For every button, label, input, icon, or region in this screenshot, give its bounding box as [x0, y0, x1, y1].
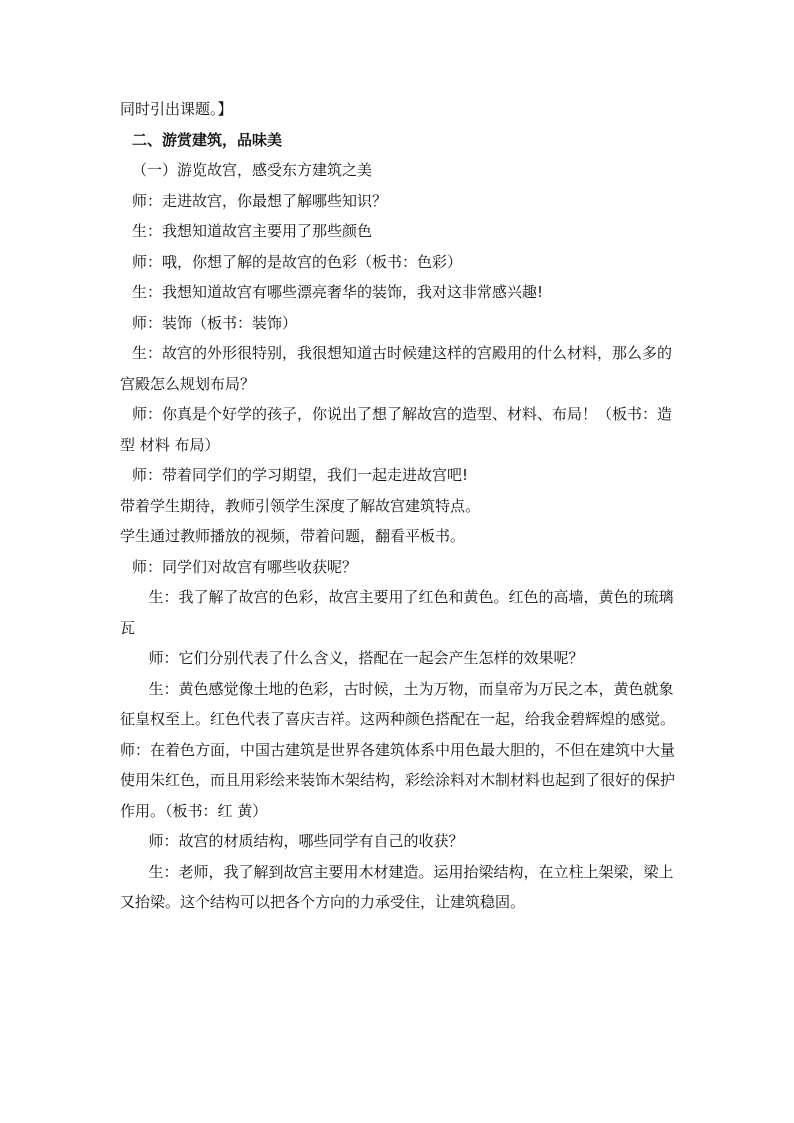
dialogue-line: 师：你真是个好学的孩子，你说出了想了解故宫的造型、材料、布局！（板书：造型 材料 布局）	[120, 405, 673, 454]
dialogue-line: 生：黄色感觉像土地的色彩，古时候，土为万物，而皇帝为万民之本，黄色就象征皇权至上。红色代表了喜庆吉祥。这两种颜色搭配在一起，给我金碧辉煌的感觉。	[120, 679, 676, 728]
subsection-heading: （一）游览故宫，感受东方建筑之美	[132, 161, 373, 179]
document-body	[120, 94, 676, 918]
section-heading: 二、游赏建筑，品味美	[132, 130, 283, 149]
dialogue-line: 生：我了解了故宫的色彩，故宫主要用了红色和黄色。红色的高墙，黄色的琉璃瓦	[120, 588, 674, 637]
dialogue-line: 生：老师，我了解到故宫主要用木材建造。运用抬梁结构，在立柱上架梁，梁上又抬梁。这个结构可以把各个方向的力承受住，让建筑稳固。	[120, 862, 674, 911]
dialogue-line: 师：带着同学们的学习期望，我们一起走进故宫吧!	[132, 466, 469, 484]
dialogue-line: 生：我想知道故宫主要用了那些颜色	[132, 222, 373, 240]
dialogue-line: 生：故宫的外形很特别，我很想知道古时候建这样的宫殿用的什么材料，那么多的宫殿怎么规划布局？	[120, 344, 673, 393]
dialogue-line: 师：故宫的材质结构，哪些同学有自己的收获？	[148, 832, 464, 850]
dialogue-line: 师：哦，你想了解的是故宫的色彩（板书：色彩）	[132, 252, 463, 271]
paragraph-intro-end: 同时引出课题。】	[120, 100, 233, 118]
narration-line: 学生通过教师播放的视频，带着问题，翻看平板书。	[120, 527, 466, 545]
dialogue-line: 师：装饰（板书：装饰）	[132, 313, 298, 332]
dialogue-line: 师：同学们对故宫有哪些收获呢？	[132, 557, 358, 576]
narration-line: 带着学生期待，教师引领学生深度了解故宫建筑特点。	[120, 496, 481, 515]
dialogue-line: 师：在着色方面，中国古建筑是世界各建筑体系中用色最大胆的，不但在建筑中大量使用朱红色，而且用彩绘来装饰木架结构，彩绘涂料对木制材料也起到了很好的保护作用。（板书：红 黄）	[120, 740, 676, 820]
dialogue-line: 师：它们分别代表了什么含义，搭配在一起会产生怎样的效果呢？	[148, 649, 584, 667]
dialogue-line: 师：走进故宫，你最想了解哪些知识？	[132, 191, 388, 210]
dialogue-line: 生：我想知道故宫有哪些漂亮奢华的装饰，我对这非常感兴趣!	[132, 283, 544, 301]
